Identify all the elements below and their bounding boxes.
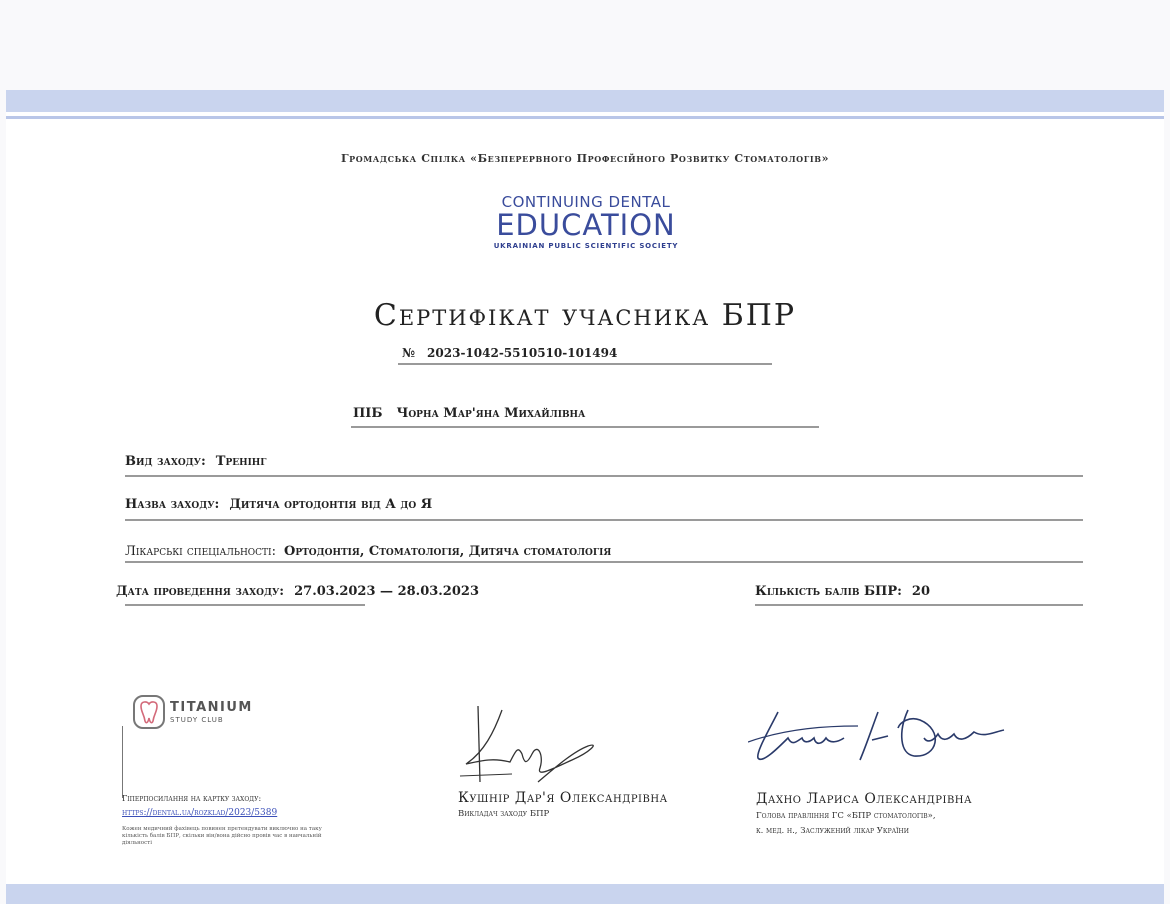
signer1-role: Викладач заходу БПР [458, 809, 550, 819]
participant-label: ПІБ [353, 406, 383, 421]
signer1-name: Кушнір Дар'я Олександрівна [458, 790, 668, 806]
certificate-title: Сертифікат учасника БПР [373, 298, 797, 333]
signer2-role-1: Голова правління ГС «БПР стоматологів», [756, 811, 936, 821]
participant-name: Чорна Мар'яна Михайлівна [396, 406, 586, 421]
event-hyperlink[interactable]: https://dental.ua/rozklad/2023/5389 [122, 808, 278, 818]
signer2-role-2: к. мед. н., Заслужений лікар України [756, 826, 909, 836]
event-name-underline [125, 519, 1083, 521]
specialties-label: Лікарські спеціальності: [125, 544, 276, 559]
top-band-line [6, 116, 1164, 119]
event-type-value: Тренінг [215, 454, 267, 469]
certificate-sheet [6, 90, 1164, 904]
cde-logo [476, 194, 696, 250]
date-row [116, 584, 479, 599]
logo-line-2: EDUCATION [496, 208, 676, 242]
signer2-name: Дахно Лариса Олександрівна [756, 791, 973, 807]
logo-line-3: UKRAINIAN PUBLIC SCIENTIFIC SOCIETY [493, 242, 679, 250]
organization-name: Громадська Спілка «Безперервного Професійного Розвитку Стоматологів» [340, 152, 830, 165]
event-type-label: Вид заходу: [125, 454, 206, 469]
event-type-row [125, 454, 267, 469]
titanium-logo [132, 694, 272, 734]
date-value: 27.03.2023 — 28.03.2023 [294, 584, 479, 599]
event-name-row [125, 497, 432, 512]
top-band [6, 90, 1164, 112]
titanium-divider [122, 726, 123, 798]
specialties-value: Ортодонтія, Стоматологія, Дитяча стоматологія [284, 544, 612, 559]
number-value: 2023-1042-5510510-101494 [427, 346, 618, 360]
hyperlink-label: Гіперпосилання на картку заходу: [122, 794, 262, 803]
participant-row [353, 406, 585, 421]
date-label: Дата проведення заходу: [116, 584, 285, 599]
titanium-name: TITANIUM [170, 700, 253, 715]
certificate-number [402, 346, 617, 360]
participant-underline [351, 426, 819, 428]
points-row [755, 584, 930, 599]
points-value: 20 [911, 584, 931, 599]
number-label: № [402, 346, 416, 360]
signature-kushnir [454, 702, 604, 790]
points-underline [755, 604, 1083, 606]
event-name-value: Дитяча ортодонтія від А до Я [229, 497, 433, 512]
tooth-icon [132, 694, 166, 730]
titanium-sub: STUDY CLUB [170, 716, 224, 724]
bottom-band [6, 884, 1164, 904]
specialties-row [125, 544, 611, 559]
event-name-label: Назва заходу: [125, 497, 220, 512]
date-underline [125, 604, 365, 606]
signature-dakhno [748, 702, 1008, 772]
points-note: Кожен медичний фахівець повинен претендувати виключно на таку кількість балів БПР, скільки він/вона дійсно провів час в навчальній діяльності [122, 826, 322, 846]
number-underline [398, 363, 772, 365]
specialties-underline [125, 561, 1083, 563]
logo-line-1: CONTINUING DENTAL [501, 193, 671, 211]
points-label: Кількість балів БПР: [755, 584, 902, 599]
event-type-underline [125, 475, 1083, 477]
